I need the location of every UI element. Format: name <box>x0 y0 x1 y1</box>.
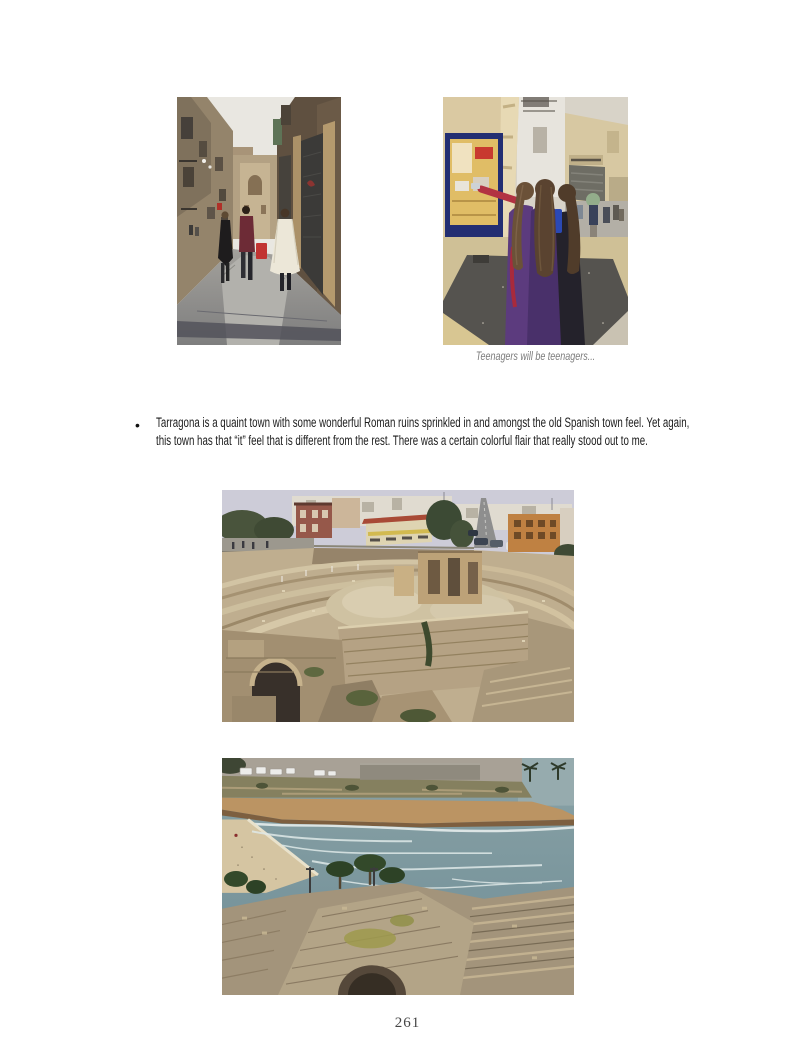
street-photo-illustration <box>177 97 341 345</box>
photo-amphitheatre <box>222 490 574 722</box>
amphitheatre-photo-illustration <box>222 490 574 722</box>
bullet-paragraph-text: Tarragona is a quaint town with some wonderful Roman ruins sprinkled in and amongst the old Spanish town feel. Yet again, this town has that “it” feel that is different from the rest. There was a certain colorful flair that really stood out to me. <box>156 415 690 448</box>
bullet-paragraph <box>156 414 696 449</box>
coast-photo-illustration <box>222 758 574 995</box>
photo-shop-window <box>443 97 628 345</box>
bullet-marker: • <box>135 417 140 433</box>
photo-street <box>177 97 341 345</box>
photo-caption <box>403 351 668 363</box>
page-number: 261 <box>394 1015 421 1031</box>
photo-coast <box>222 758 574 995</box>
photo-caption-text: Teenagers will be teenagers... <box>475 351 596 363</box>
shop-window-photo-illustration <box>443 97 628 345</box>
